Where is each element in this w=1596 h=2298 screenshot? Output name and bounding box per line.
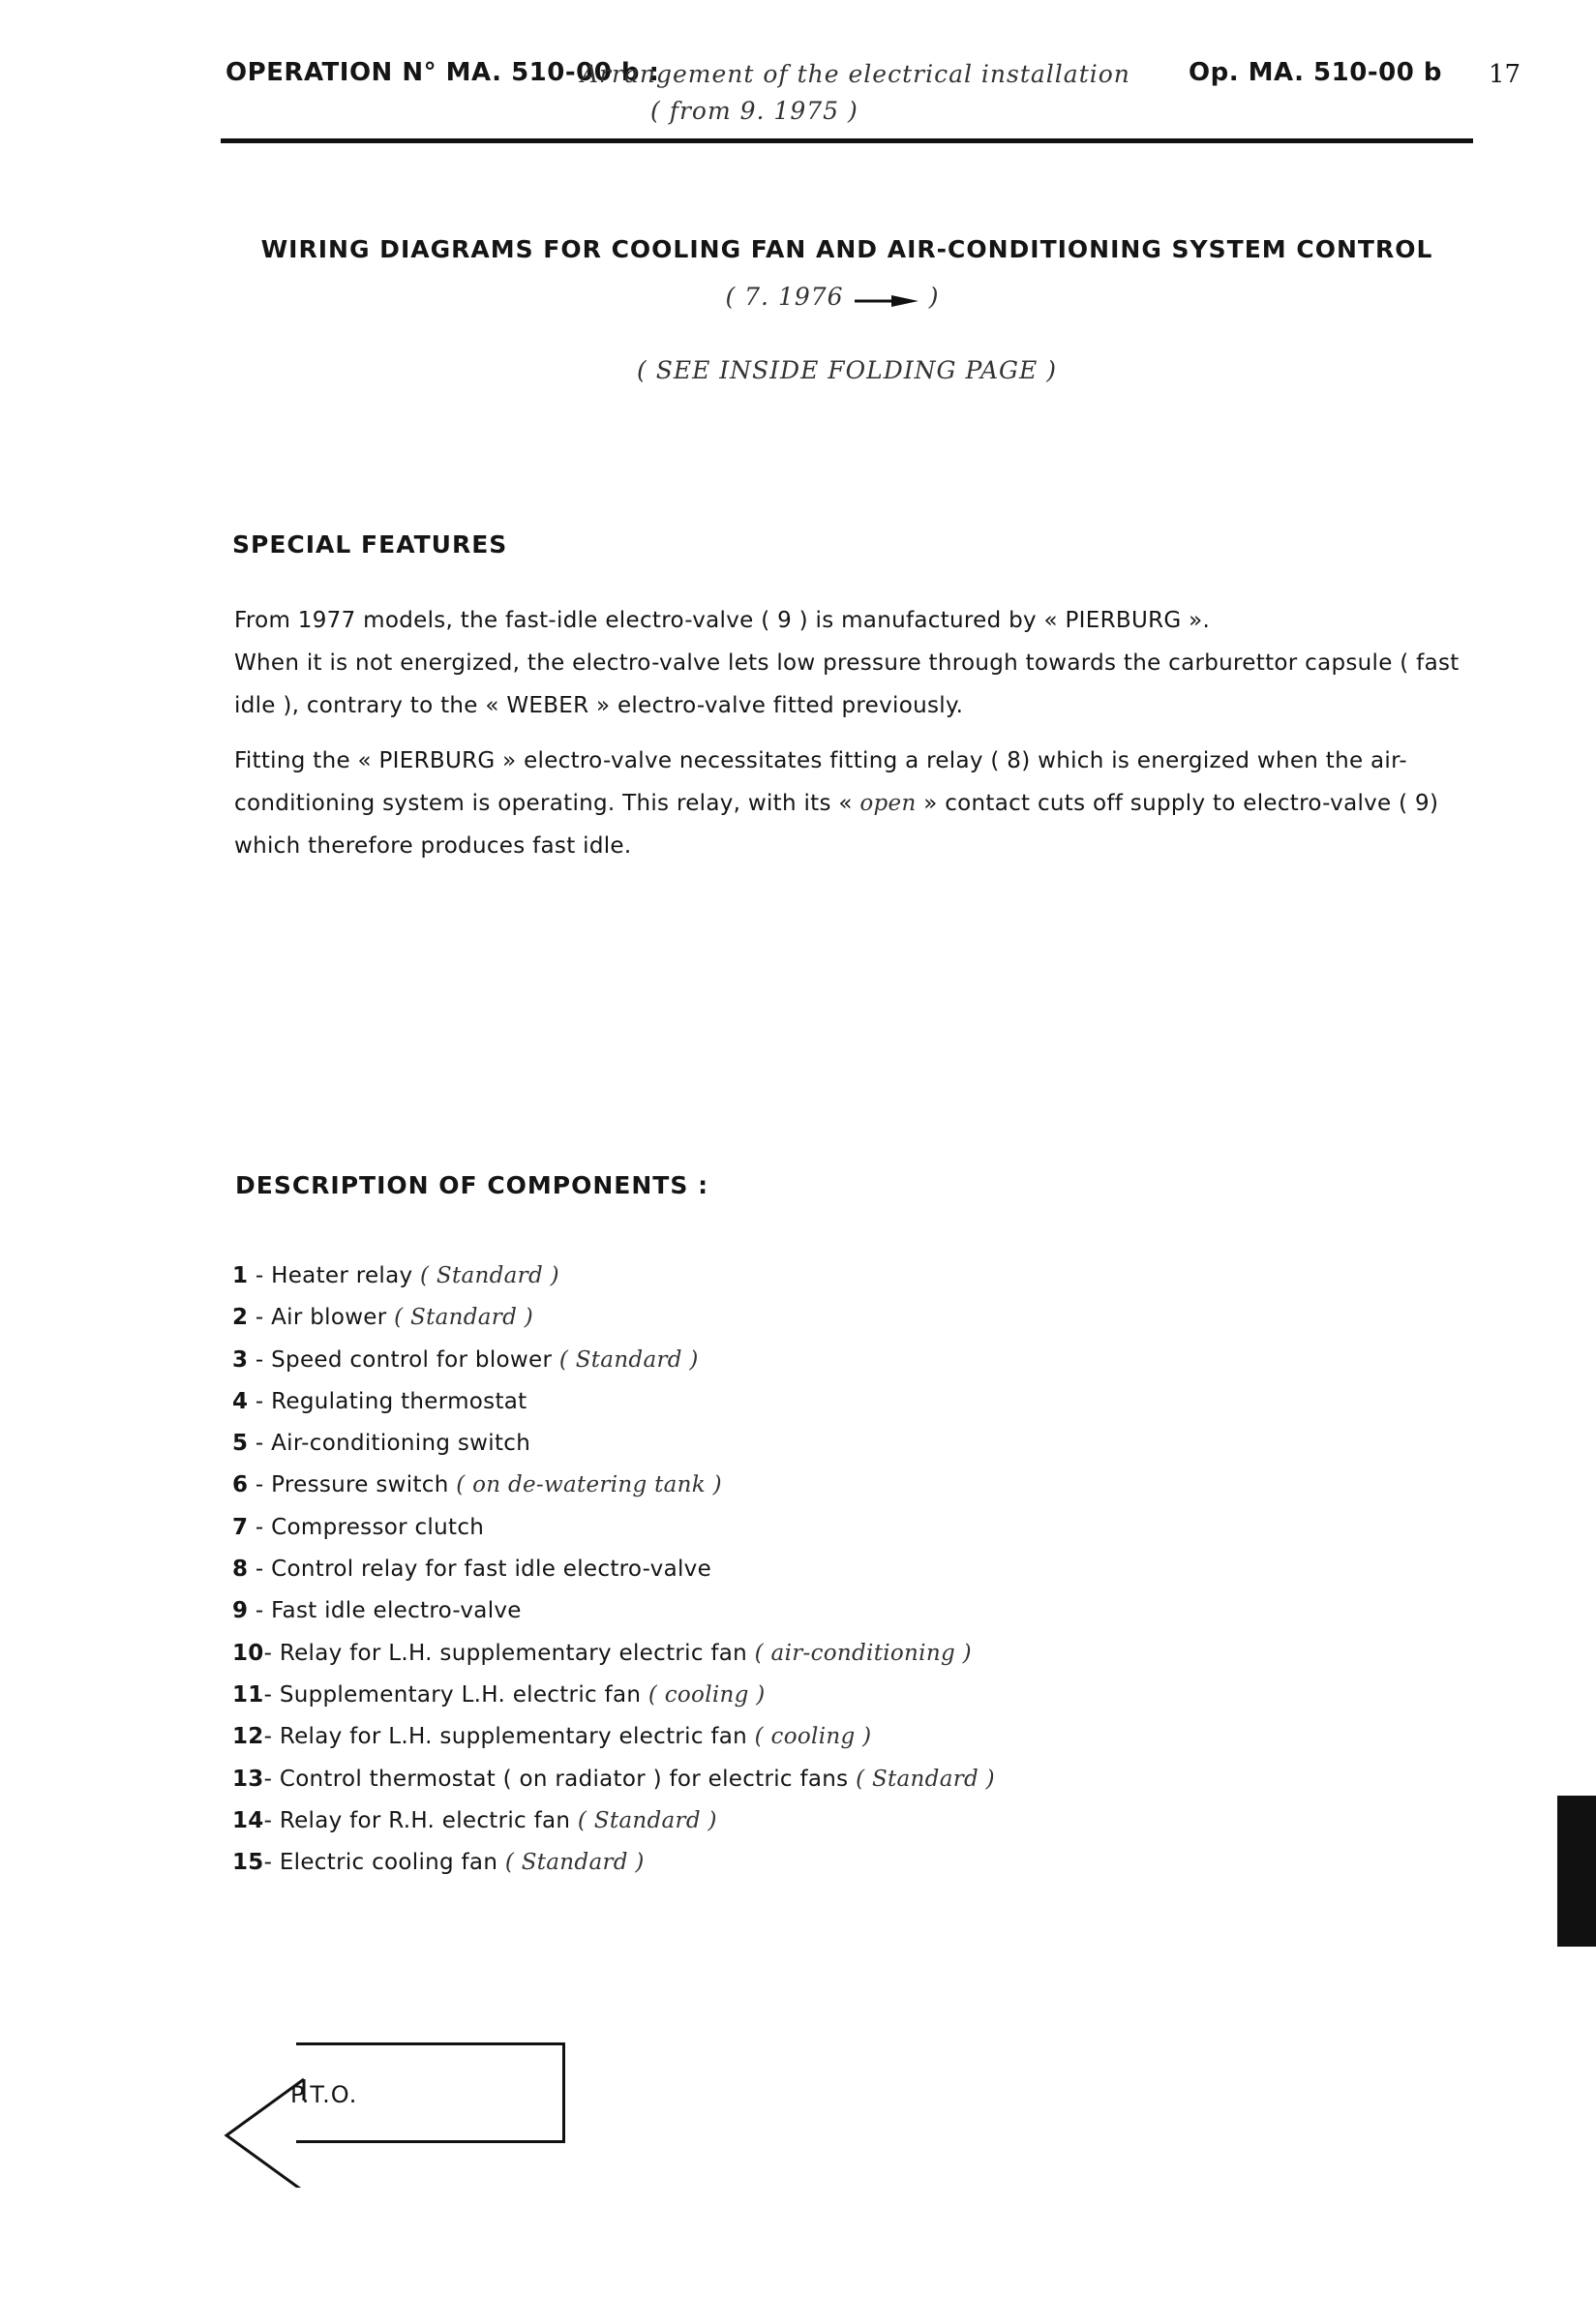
component-item (232, 1381, 1394, 1423)
component-text: Pressure switch (271, 1472, 457, 1498)
component-separator: - (263, 1724, 280, 1750)
component-text: Compressor clutch (271, 1514, 485, 1540)
component-note: ( air-conditioning ) (754, 1640, 972, 1666)
component-separator: - (263, 1681, 280, 1708)
component-number: 6 (232, 1472, 249, 1498)
component-text: Electric cooling fan (279, 1850, 505, 1876)
component-item (232, 1842, 1394, 1884)
component-separator: - (263, 1850, 280, 1876)
component-number: 4 (232, 1388, 249, 1414)
component-number: 5 (232, 1431, 249, 1457)
component-separator: - (248, 1557, 272, 1583)
header-rule (221, 138, 1473, 143)
component-note: ( Standard ) (504, 1850, 645, 1876)
component-note: ( Standard ) (394, 1305, 533, 1331)
component-separator: - (248, 1263, 272, 1288)
component-text: Control thermostat ( on radiator ) for electric fans (279, 1766, 857, 1792)
component-item (232, 1340, 1394, 1381)
component-note: ( Standard ) (856, 1766, 995, 1792)
component-separator: - (248, 1388, 272, 1414)
component-note: ( Standard ) (577, 1807, 717, 1833)
component-note: ( cooling ) (754, 1724, 872, 1750)
page-number: 17 (1489, 60, 1521, 89)
component-item (232, 1800, 1394, 1842)
side-tab-marker (1557, 1796, 1596, 1947)
component-text: Supplementary L.H. electric fan (279, 1681, 648, 1708)
component-text: Speed control for blower (271, 1346, 559, 1373)
component-note: ( Standard ) (558, 1346, 699, 1373)
components-heading: DESCRIPTION OF COMPONENTS : (235, 1171, 709, 1199)
component-item (232, 1255, 1394, 1297)
component-item (232, 1297, 1394, 1339)
component-separator: - (263, 1640, 280, 1666)
special-features-heading: SPECIAL FEATURES (232, 530, 508, 559)
component-separator: - (248, 1305, 272, 1331)
component-text: Heater relay (271, 1263, 421, 1288)
component-number: 9 (232, 1598, 249, 1624)
component-number: 7 (232, 1514, 249, 1540)
component-number: 1 (232, 1263, 249, 1288)
page-title: WIRING DIAGRAMS FOR COOLING FAN AND AIR-CONDITIONING SYSTEM CONTROL (260, 235, 1433, 263)
component-separator: - (248, 1346, 272, 1373)
operation-label: OPERATION N° MA. 510-00 b : (226, 58, 660, 87)
component-number: 12 (232, 1724, 264, 1750)
para-3-open: open (859, 791, 917, 816)
component-number: 3 (232, 1346, 249, 1373)
component-number: 15 (232, 1850, 264, 1876)
component-separator: - (248, 1472, 272, 1498)
component-item (232, 1590, 1394, 1632)
component-text: Fast idle electro-valve (271, 1598, 522, 1624)
title-date-block (678, 283, 987, 317)
para-3-part-a: Fitting the « PIERBURG » electro-valve necessitates fitting a relay ( 8) which is energized when the air-conditioning system is operating. This relay, with its « (234, 748, 1408, 816)
component-item (232, 1675, 1394, 1716)
special-features-para-2: When it is not energized, the electro-valve lets low pressure through towards the carburettor capsule ( fast idle ), contrary to the « WEBER » electro-valve fitted previously. (234, 650, 1460, 718)
component-item (232, 1633, 1394, 1675)
component-separator: - (248, 1598, 272, 1624)
component-separator: - (248, 1514, 272, 1540)
component-number: 10 (232, 1640, 264, 1666)
component-text: Air blower (271, 1305, 395, 1331)
arrow-right-icon (853, 294, 920, 308)
para-3-part-b: » contact cuts off supply to electro-valve ( 9) which therefore produces fast idle. (234, 791, 1439, 859)
component-item (232, 1465, 1394, 1506)
component-number: 13 (232, 1766, 264, 1792)
component-separator: - (263, 1766, 280, 1792)
special-features-para-1: From 1977 models, the fast-idle electro-valve ( 9 ) is manufactured by « PIERBURG ». (234, 608, 1211, 633)
component-item (232, 1549, 1394, 1590)
components-list (232, 1255, 1394, 1884)
component-text: Control relay for fast idle electro-valve (271, 1557, 712, 1583)
component-text: Relay for R.H. electric fan (279, 1807, 578, 1833)
component-note: ( cooling ) (647, 1681, 766, 1708)
op-reference: Op. MA. 510-00 b (1189, 58, 1442, 87)
component-text: Regulating thermostat (271, 1388, 527, 1414)
title-date: ( 7. 1976 (725, 283, 844, 311)
special-features-para-3 (234, 740, 1483, 867)
component-number: 11 (232, 1681, 264, 1708)
component-text: Relay for L.H. supplementary electric fan (279, 1724, 755, 1750)
component-item (232, 1507, 1394, 1549)
component-item (232, 1423, 1394, 1465)
folding-page-note: ( SEE INSIDE FOLDING PAGE ) (637, 356, 1057, 384)
title-date-close: ) (928, 283, 940, 311)
component-item (232, 1759, 1394, 1800)
pto-label: P.T.O. (290, 2081, 358, 2108)
component-number: 2 (232, 1305, 249, 1331)
component-separator: - (263, 1807, 280, 1833)
component-text: Relay for L.H. supplementary electric fan (279, 1640, 755, 1666)
component-number: 8 (232, 1557, 249, 1583)
operation-title: Arrangement of the electrical installation (581, 60, 1130, 88)
component-note: ( on de-watering tank ) (456, 1472, 722, 1498)
component-number: 14 (232, 1807, 264, 1833)
component-item (232, 1716, 1394, 1758)
component-note: ( Standard ) (420, 1263, 559, 1288)
component-text: Air-conditioning switch (271, 1431, 531, 1457)
component-separator: - (248, 1431, 272, 1457)
operation-date: ( from 9. 1975 ) (650, 97, 858, 125)
